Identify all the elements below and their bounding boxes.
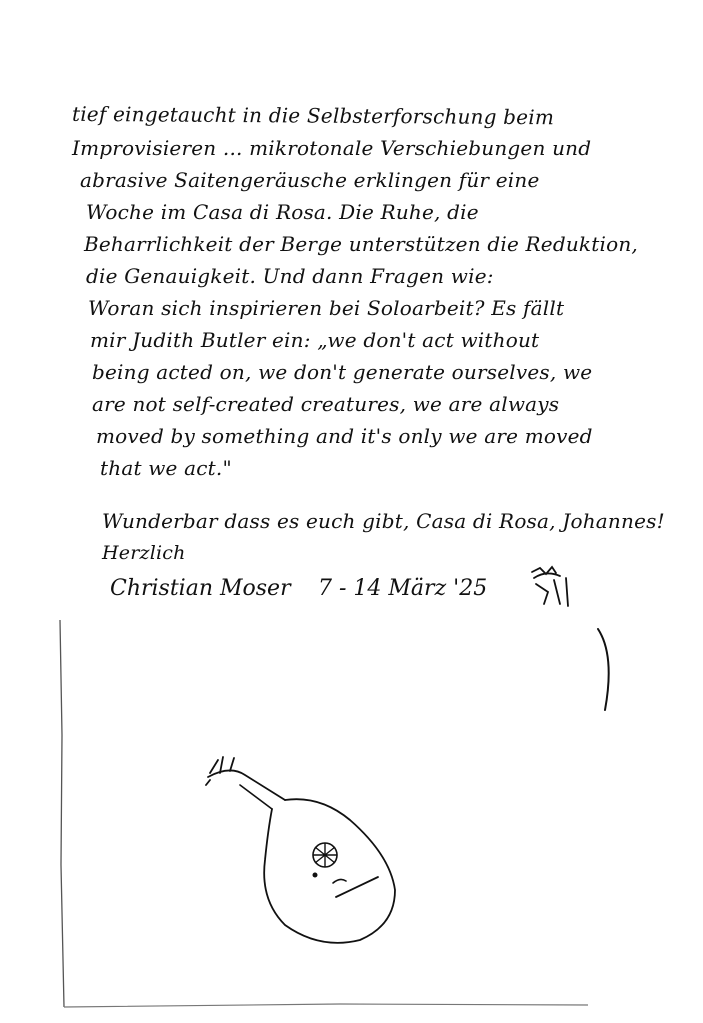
letter-line: Beharrlichkeit der Berge unterstützen die Reduktion, [84, 232, 638, 256]
closing-line: Wunderbar dass es euch gibt, Casa di Rosa, Johannes! [102, 509, 665, 533]
letter-line: Woche im Casa di Rosa. Die Ruhe, die [86, 200, 479, 224]
letter-line: being acted on, we don't generate ourselves, we [92, 360, 593, 384]
letter-line: abrasive Saitengeräusche erklingen für eine [80, 168, 540, 192]
letter-line: Improvisieren ... mikrotonale Verschiebungen und [72, 136, 592, 160]
lute-drawing-icon [40, 615, 680, 1015]
letter-line: mir Judith Butler ein: „we don't act without [90, 328, 540, 352]
letter-line: tief eingetaucht in die Selbsterforschung beim [71, 101, 555, 130]
letter-line: Woran sich inspirieren bei Soloarbeit? Es fällt [88, 296, 565, 320]
signature-name: Christian Moser [110, 576, 291, 601]
signature-date: 7 - 14 März '25 [318, 576, 488, 601]
greeting-line: Herzlich [102, 542, 186, 564]
signature-row [110, 572, 670, 612]
letter-line: moved by something and it's only we are moved [96, 424, 593, 448]
handwritten-letter-body [70, 100, 680, 484]
letter-line: die Genauigkeit. Und dann Fragen wie: [86, 264, 494, 288]
letter-line: that we act." [100, 456, 232, 480]
scribble-signature-icon [526, 564, 586, 608]
letter-closing [102, 505, 682, 569]
letter-line: are not self-created creatures, we are always [92, 392, 560, 416]
